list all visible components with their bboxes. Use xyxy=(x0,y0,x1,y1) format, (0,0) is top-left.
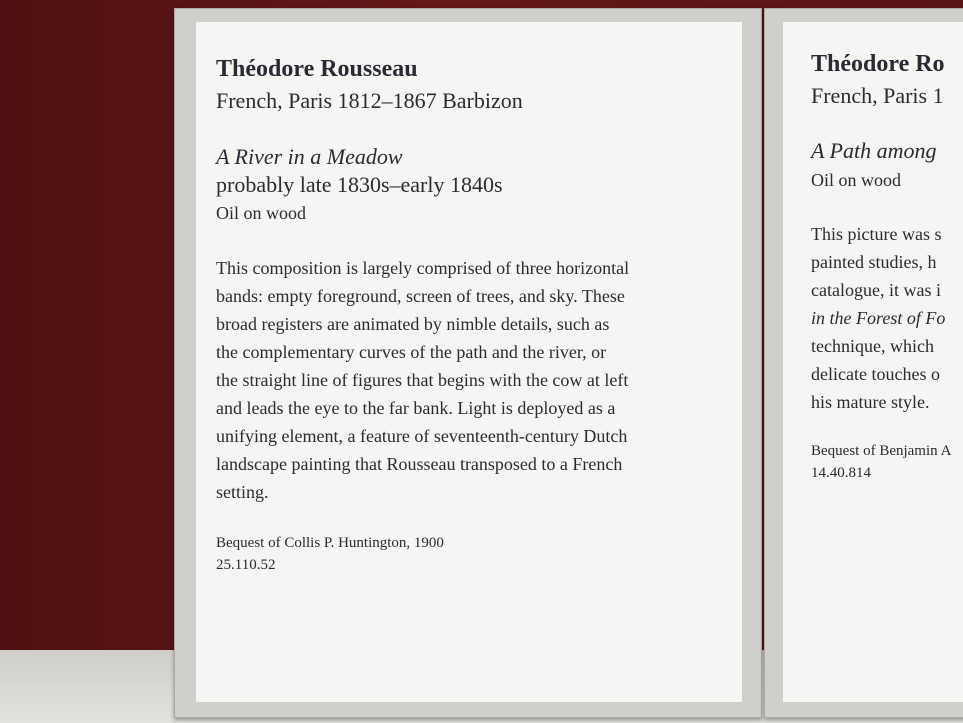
credit-line: Bequest of Benjamin A xyxy=(811,443,952,459)
artist-nationality: French, Paris 1812–1867 Barbizon xyxy=(216,88,523,113)
description-line: bands: empty foreground, screen of trees, and sky. These xyxy=(216,286,625,306)
wall-label-left xyxy=(196,22,742,702)
description-line: the complementary curves of the path and the river, or xyxy=(216,342,607,362)
artwork-medium: Oil on wood xyxy=(216,203,306,223)
description-line: setting. xyxy=(216,482,269,502)
artwork-date: probably late 1830s–early 1840s xyxy=(216,172,503,197)
description-line-italic: in the Forest of Fo xyxy=(811,308,946,328)
artwork-medium: Oil on wood xyxy=(811,170,901,190)
artist-nationality: French, Paris 1 xyxy=(811,83,944,108)
artist-name: Théodore Ro xyxy=(811,51,945,77)
description-line: broad registers are animated by nimble details, such as xyxy=(216,314,610,334)
description-line: This composition is largely comprised of three horizontal xyxy=(216,258,630,278)
credit-block xyxy=(216,532,444,576)
description-line: technique, which xyxy=(811,336,934,356)
description-line: the straight line of figures that begins with the cow at left xyxy=(216,370,629,390)
description-line: unifying element, a feature of seventeenth-century Dutch xyxy=(216,426,628,446)
artwork-description xyxy=(811,220,945,416)
credit-block xyxy=(811,440,951,484)
credit-line: Bequest of Collis P. Huntington, 1900 xyxy=(216,535,444,551)
artist-name: Théodore Rousseau xyxy=(216,56,418,82)
description-line: his mature style. xyxy=(811,392,930,412)
description-line: landscape painting that Rousseau transposed to a French xyxy=(216,454,623,474)
accession-number: 14.40.814 xyxy=(811,465,871,481)
description-line: painted studies, h xyxy=(811,252,937,272)
artwork-title: A River in a Meadow xyxy=(216,144,403,169)
description-line: catalogue, it was i xyxy=(811,280,941,300)
accession-number: 25.110.52 xyxy=(216,557,276,573)
description-line: delicate touches o xyxy=(811,364,940,384)
description-line: and leads the eye to the far bank. Light is deployed as a xyxy=(216,398,616,418)
artwork-title: A Path among xyxy=(811,138,937,163)
artwork-description xyxy=(216,254,629,506)
wall-label-right xyxy=(783,22,963,702)
description-line: This picture was s xyxy=(811,224,942,244)
